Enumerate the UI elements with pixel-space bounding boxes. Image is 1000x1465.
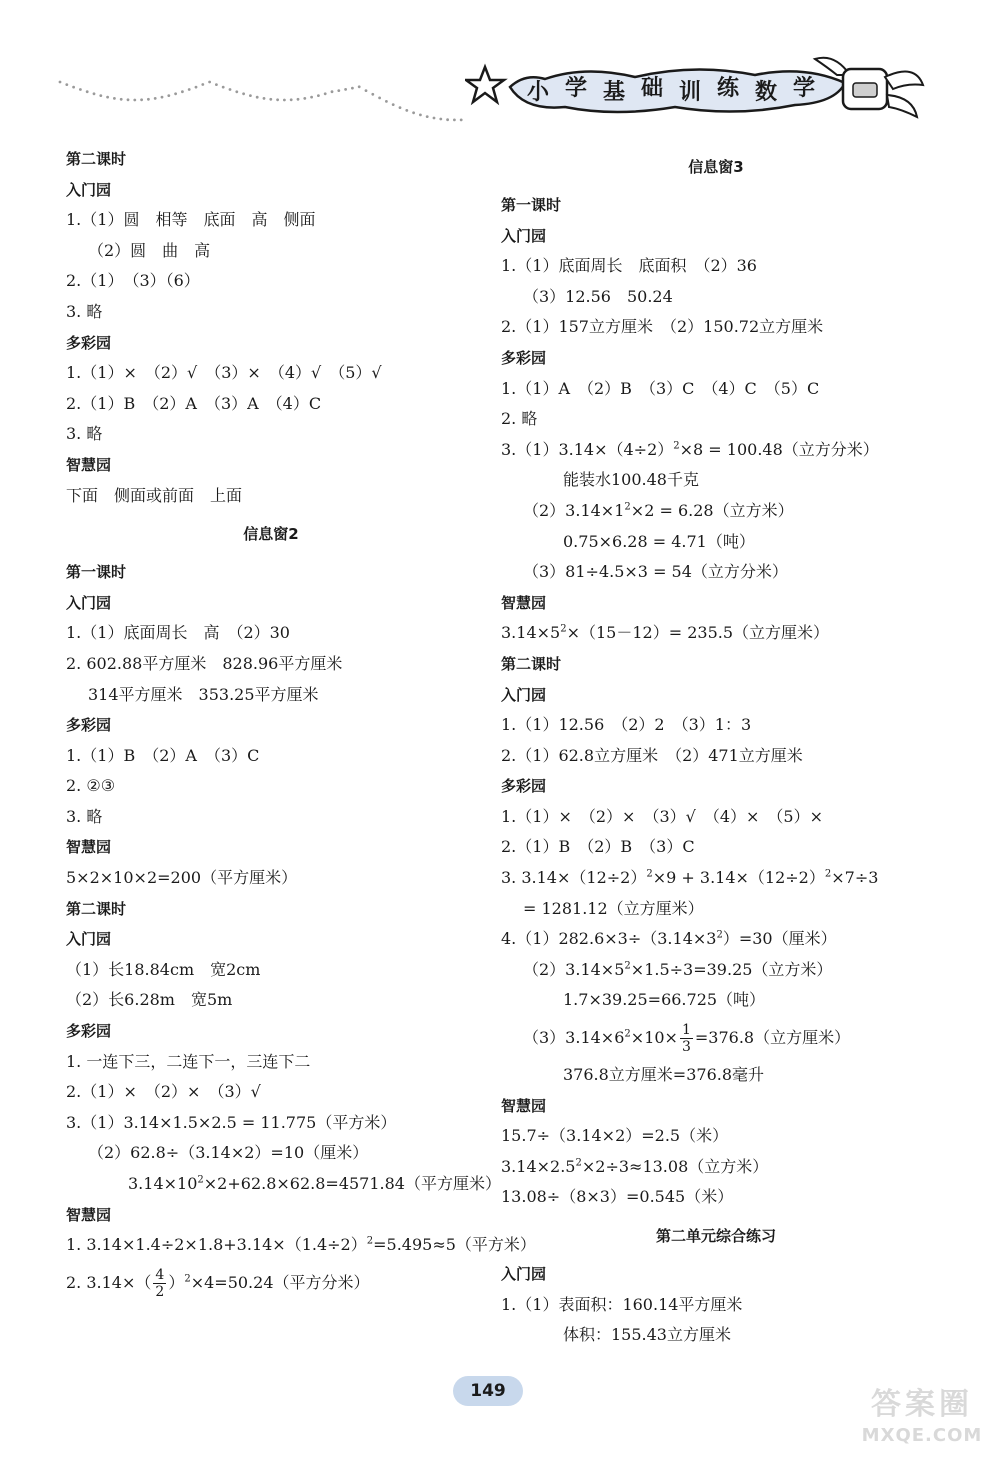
answer-line: （3）81÷4.5×3 = 54（立方分米） bbox=[523, 562, 788, 582]
answer-line: （1）长18.84cm 宽2cm bbox=[66, 959, 261, 979]
decorative-dot bbox=[215, 83, 218, 86]
title-char: 学 bbox=[793, 76, 816, 101]
section-label: 第一课时 bbox=[501, 196, 562, 214]
section-heading: 信息窗2 bbox=[243, 525, 299, 544]
section-label: 入门园 bbox=[66, 593, 112, 612]
decorative-dot bbox=[269, 98, 272, 101]
answer-line: 2. ②③ bbox=[66, 776, 116, 796]
section-label: 入门园 bbox=[66, 180, 112, 199]
answer-line: （3）12.56 50.24 bbox=[523, 286, 673, 306]
answer-line: $3.14\times 10^2\times 2+62.8\times 62.8=4571.84$（平方厘米） bbox=[128, 1174, 501, 1193]
answer-line: 0.75×6.28 = 4.71（吨） bbox=[563, 531, 755, 551]
answer-line: 1. $3.14\times 1.4\div 2\times 1.8+3.14\times(1.4\div 2)^2=5.495\approx 5$（平方米） bbox=[66, 1235, 536, 1255]
decorative-dot bbox=[412, 111, 415, 114]
section-label: 多彩园 bbox=[66, 1022, 112, 1041]
decorative-dot bbox=[358, 85, 361, 88]
answer-line: 1.（1）× （2）√ （3）× （4）√ （5）√ bbox=[66, 363, 382, 383]
decorative-dot bbox=[167, 94, 170, 97]
decorative-dot bbox=[120, 98, 123, 101]
section-label: 入门园 bbox=[501, 1265, 547, 1283]
decorative-dot bbox=[181, 90, 184, 93]
decorative-dot bbox=[208, 81, 211, 84]
decorative-dot bbox=[86, 90, 89, 93]
answer-line: $3.(1)3.14\times(4\div 2)^2\times 8 = 100.48$（立方分米） bbox=[501, 439, 879, 459]
answer-line: 2.（1）62.8立方厘米 （2）471立方厘米 bbox=[501, 745, 803, 765]
decorative-dot bbox=[439, 118, 442, 121]
watermark-title: 答案圈 bbox=[871, 1387, 973, 1422]
section-heading: 信息窗3 bbox=[688, 158, 744, 176]
section-label: 第二课时 bbox=[66, 150, 127, 168]
decorative-dot bbox=[290, 98, 293, 101]
title-char: 础 bbox=[641, 76, 664, 101]
section-label: 智慧园 bbox=[66, 838, 112, 857]
answer-line: $3.14\times 5^2\times(15-12)= 235.5$（立方厘米） bbox=[501, 623, 830, 643]
answer-line: $(3)3.14\times 6^2\times 10\times$ $\frac{1}{3}$ =376.8（立方厘米） bbox=[523, 1022, 851, 1056]
watermark-url: MXQE.COM bbox=[861, 1425, 983, 1446]
decorative-dot bbox=[378, 97, 381, 100]
decorative-dot bbox=[263, 97, 266, 100]
decorative-dot bbox=[392, 103, 395, 106]
decorative-dot bbox=[453, 119, 456, 122]
decorative-dot bbox=[337, 89, 340, 92]
section-heading: 第二单元综合练习 bbox=[655, 1227, 776, 1245]
section-label: 第二课时 bbox=[66, 899, 127, 918]
decorative-dot bbox=[133, 99, 136, 102]
section-label: 多彩园 bbox=[501, 777, 547, 796]
answer-line: 3. 略 bbox=[66, 424, 103, 444]
answer-line: 下面 侧面或前面 上面 bbox=[66, 485, 243, 505]
decorative-dot bbox=[65, 83, 68, 86]
decorative-dot bbox=[127, 98, 130, 101]
decorative-dot bbox=[222, 86, 225, 89]
decorative-dot bbox=[59, 81, 62, 84]
decorative-dot bbox=[324, 92, 327, 95]
decorative-dot bbox=[99, 94, 102, 97]
answer-line: 1.（1）A （2）B （3）C （4）C （5）C bbox=[501, 378, 820, 398]
answer-line: 1.（1）× （2）× （3）√ （4）× （5）× bbox=[501, 806, 823, 826]
decorative-dot bbox=[235, 90, 238, 93]
answer-line: 2.（1）B （2）B （3）C bbox=[501, 837, 695, 857]
answer-line: 13.08÷（8×3）=0.545（米） bbox=[501, 1187, 734, 1207]
answer-line: 314平方厘米 353.25平方厘米 bbox=[88, 684, 319, 704]
right-answer-column bbox=[501, 144, 931, 1351]
answer-line: $(2)3.14\times 5^2\times 1.5\div 3=39.25$（立方米） bbox=[523, 959, 833, 979]
decorative-dot bbox=[460, 119, 463, 122]
decorative-dot bbox=[174, 92, 177, 95]
answer-line: 2.（1）157立方厘米 （2）150.72立方厘米 bbox=[501, 317, 824, 337]
section-label: 多彩园 bbox=[66, 333, 112, 352]
page-header bbox=[0, 0, 1000, 140]
decorative-dot bbox=[161, 96, 164, 99]
answer-line: 3.（1）3.14×1.5×2.5 = 11.775（平方米） bbox=[66, 1112, 397, 1132]
answer-line: 2. 3.14×（ $\frac{4}{2}$ ）$^2$×4=50.24（平方分米） bbox=[66, 1266, 370, 1300]
decorative-dot bbox=[195, 86, 198, 89]
decorative-dot bbox=[147, 98, 150, 101]
decorative-dot bbox=[405, 109, 408, 112]
title-char: 训 bbox=[679, 80, 702, 105]
watermark-logo bbox=[852, 1385, 992, 1455]
answer-line: 能装水100.48千克 bbox=[563, 470, 699, 490]
answer-line: （2）62.8÷（3.14×2）=10（厘米） bbox=[88, 1143, 369, 1163]
answer-line: 2.（1）× （2）× （3）√ bbox=[66, 1082, 261, 1102]
title-char: 练 bbox=[717, 76, 740, 101]
answer-line: （2）长6.28m 宽5m bbox=[66, 990, 233, 1010]
decorative-dot bbox=[317, 94, 320, 97]
decorative-dot bbox=[419, 114, 422, 117]
answer-line: $4.(1)282.6\times 3\div(3.14\times 3^2)=30$（厘米） bbox=[501, 929, 837, 949]
section-label: 入门园 bbox=[66, 930, 112, 949]
answer-line: 3. 略 bbox=[66, 806, 103, 826]
answer-line: 5×2×10×2=200（平方厘米） bbox=[66, 868, 298, 888]
decorative-dot bbox=[113, 97, 116, 100]
section-label: 入门园 bbox=[501, 226, 547, 245]
title-char: 学 bbox=[565, 76, 588, 101]
answer-line: 2.（1）B （2）A （3）A （4）C bbox=[66, 393, 322, 413]
page-number: 149 bbox=[453, 1376, 523, 1406]
section-label: 智慧园 bbox=[66, 1205, 112, 1224]
decorative-dot bbox=[276, 98, 279, 101]
answer-line: 1.（1）12.56 （2）2 （3）1：3 bbox=[501, 715, 752, 735]
decorative-dot bbox=[371, 93, 374, 96]
star-icon bbox=[466, 67, 504, 102]
answer-line: 1.（1）B （2）A （3）C bbox=[66, 745, 260, 765]
answer-line: 1.7×39.25=66.725（吨） bbox=[563, 990, 766, 1010]
decorative-dot bbox=[229, 88, 232, 91]
decorative-dot bbox=[351, 87, 354, 90]
section-label: 智慧园 bbox=[501, 1096, 547, 1115]
answer-line: 1.（1）表面积：160.14平方厘米 bbox=[501, 1294, 743, 1314]
answer-line: 体积：155.43立方厘米 bbox=[563, 1325, 731, 1345]
decorative-dot bbox=[201, 83, 204, 86]
decorative-dot bbox=[303, 97, 306, 100]
answer-line: $3.14\times 2.5^2\times 2\div 3\approx 13.08$（立方米） bbox=[501, 1156, 769, 1176]
decorative-dot bbox=[297, 98, 300, 101]
decorative-dot bbox=[188, 88, 191, 91]
decorative-dot bbox=[72, 86, 75, 89]
section-label: 多彩园 bbox=[501, 348, 547, 367]
decorative-dot bbox=[242, 92, 245, 95]
answer-line: （2）圆 曲 高 bbox=[88, 240, 211, 260]
decorative-dot bbox=[249, 94, 252, 97]
decorative-dot bbox=[310, 96, 313, 99]
answer-line: 2. 略 bbox=[501, 409, 538, 429]
answer-line: 15.7÷（3.14×2）=2.5（米） bbox=[501, 1126, 729, 1146]
section-label: 第二课时 bbox=[501, 654, 562, 673]
decorative-dot bbox=[106, 96, 109, 99]
decorative-dot bbox=[256, 96, 259, 99]
answer-line: 1.（1）底面周长 高 （2）30 bbox=[66, 623, 290, 643]
decorative-dot bbox=[344, 88, 347, 91]
answer-line: 3. 略 bbox=[66, 301, 103, 321]
answer-line: $(2)3.14\times 1^2\times 2 = 6.28$（立方米） bbox=[523, 500, 794, 520]
answer-line: 1.（1）圆 相等 底面 高 侧面 bbox=[66, 210, 316, 230]
answer-line: 2.（1） （3）（6） bbox=[66, 271, 200, 291]
decorative-dot bbox=[385, 100, 388, 103]
title-char: 数 bbox=[755, 80, 778, 105]
decorative-dot bbox=[79, 88, 82, 91]
decorative-dot bbox=[154, 97, 157, 100]
decorative-dot bbox=[399, 106, 402, 109]
decorative-dot bbox=[93, 92, 96, 95]
decorative-dot bbox=[426, 115, 429, 118]
answer-line: = 1281.12（立方厘米） bbox=[523, 898, 704, 918]
answer-line: 1.（1）底面周长 底面积 （2）36 bbox=[501, 256, 757, 276]
decorative-dot bbox=[140, 98, 143, 101]
section-label: 多彩园 bbox=[66, 716, 112, 735]
decorative-dot bbox=[331, 90, 334, 93]
section-label: 入门园 bbox=[501, 685, 547, 704]
title-char: 小 bbox=[527, 80, 550, 105]
answer-line: 376.8立方厘米=376.8毫升 bbox=[563, 1065, 765, 1085]
answer-line: 1. 一连下三，二连下一，三连下二 bbox=[66, 1051, 311, 1071]
section-label: 第一课时 bbox=[66, 563, 127, 582]
title-char: 基 bbox=[603, 80, 626, 105]
section-label: 智慧园 bbox=[66, 455, 112, 474]
section-label: 智慧园 bbox=[501, 593, 547, 612]
decorative-dot bbox=[446, 118, 449, 121]
title-banner bbox=[465, 45, 925, 125]
answer-line: 2. 602.88平方厘米 828.96平方厘米 bbox=[66, 653, 343, 673]
decorative-dot bbox=[365, 89, 368, 92]
decorative-dot bbox=[433, 117, 436, 120]
answer-line: 3. $3.14\times(12\div 2)^2\times 9 + 3.14\times(12\div 2)^2\times 7\div 3$ bbox=[501, 868, 879, 888]
decorative-dot bbox=[283, 99, 286, 102]
decorative-dot-arc bbox=[40, 70, 470, 140]
